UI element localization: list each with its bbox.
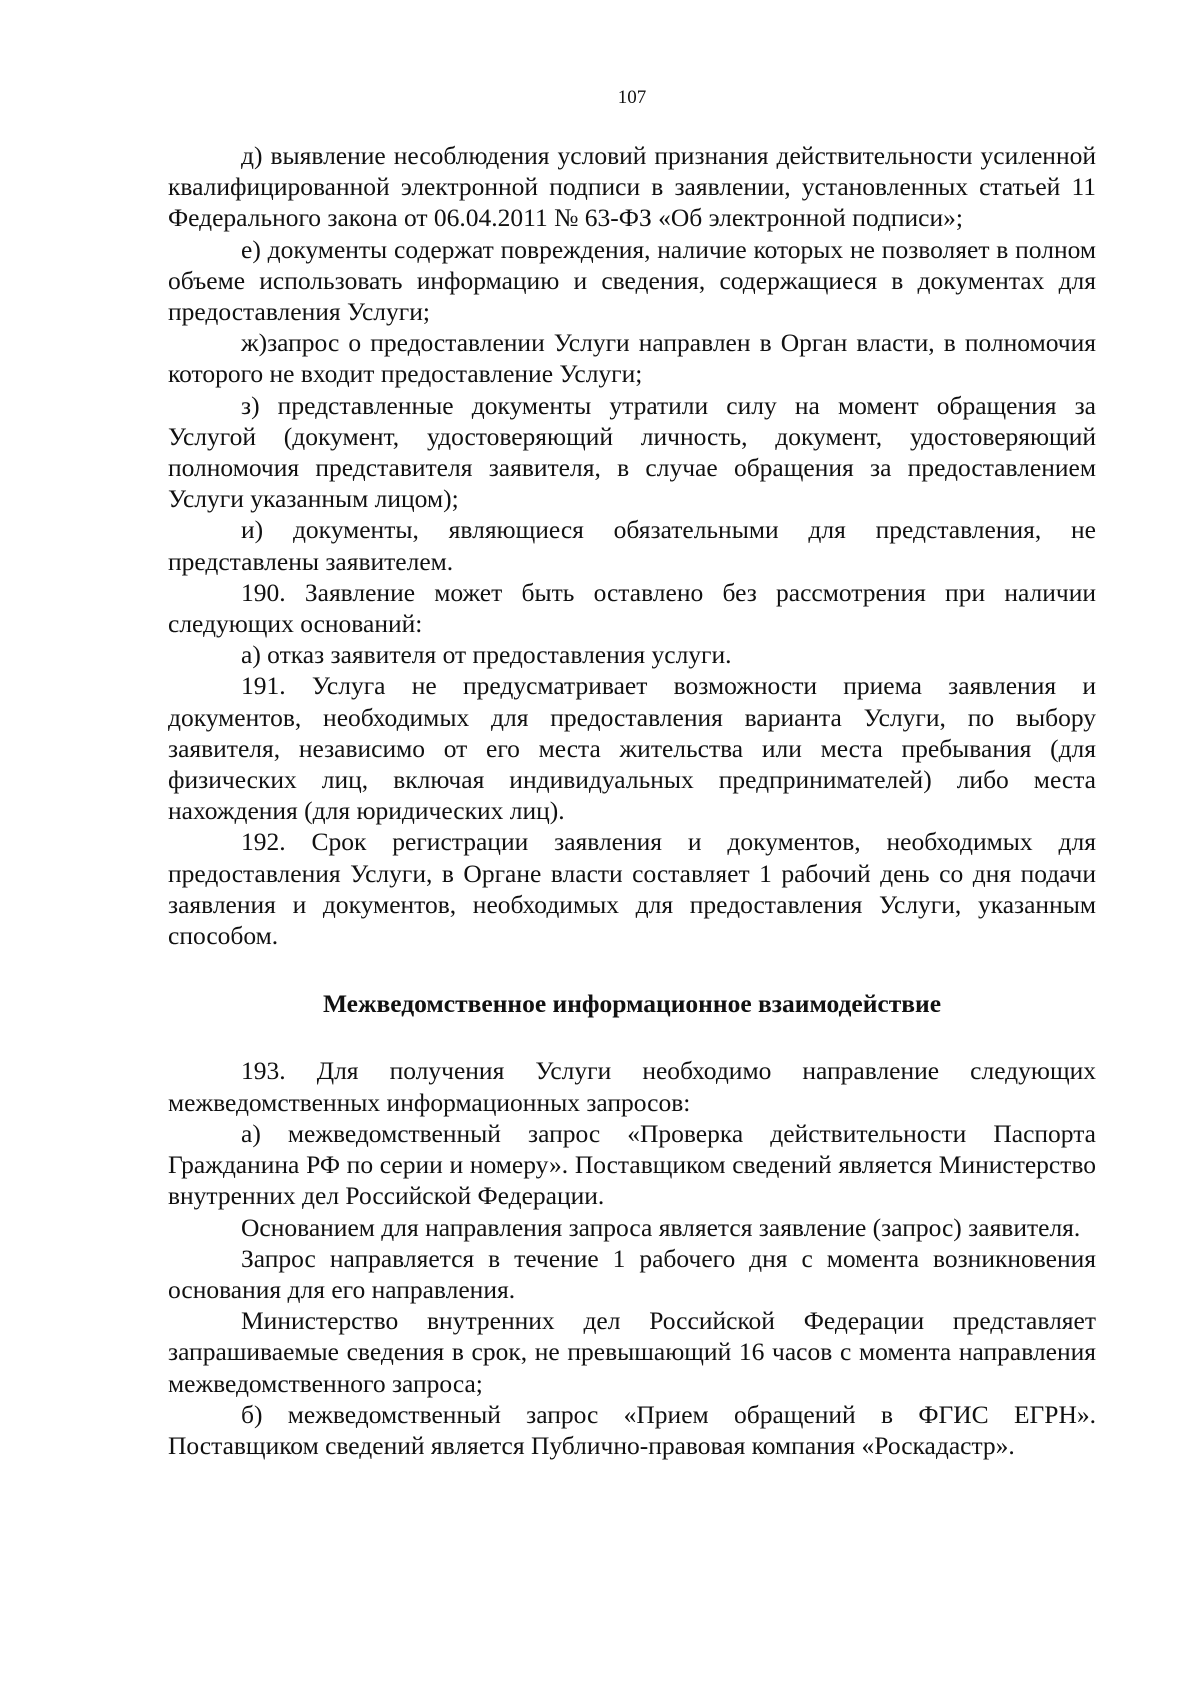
paragraph-191: 191. Услуга не предусматривает возможности приема заявления и документов, необходимых для предоставления варианта Услуги, по выбору заявителя, независимо от его места жительства или места пребывания (для физических лиц, включая индивидуальных предпринимателей) либо места нахождения (для юридических лиц).: [168, 671, 1096, 826]
paragraph-193-item-b: б) межведомственный запрос «Прием обращений в ФГИС ЕГРН». Поставщиком сведений является Публично-правовая компания «Роскадастр».: [168, 1399, 1096, 1460]
paragraph-item-i: и) документы, являющиеся обязательными для представления, не представлены заявителем.: [168, 515, 1096, 576]
paragraph-basis: Основанием для направления запроса является заявление (запрос) заявителя.: [241, 1212, 1081, 1242]
page-number: 107: [617, 87, 647, 108]
paragraph-item-d: д) выявление несоблюдения условий признания действительности усиленной квалифицированной электронной подписи в заявлении, установленных статьей 11 Федерального закона от 06.04.2011 № 63-ФЗ «Об электронной подписи»;: [168, 141, 1096, 233]
document-page: [168, 86, 1096, 1461]
paragraph-item-e: е) документы содержат повреждения, наличие которых не позволяет в полном объеме использовать информацию и сведения, содержащиеся в документах для предоставления Услуги;: [168, 234, 1096, 327]
section-heading: Межведомственное информационное взаимодействие: [322, 989, 942, 1019]
paragraph-193-item-a: а) межведомственный запрос «Проверка действительности Паспорта Гражданина РФ по серии и номеру». Поставщиком сведений является Министерство внутренних дел Российской Федерации.: [168, 1118, 1096, 1211]
paragraph-request-timing: Запрос направляется в течение 1 рабочего дня с момента возникновения основания для его направления.: [168, 1243, 1096, 1304]
paragraph-item-zh: ж)запрос о предоставлении Услуги направлен в Орган власти, в полномочия которого не входит предоставление Услуги;: [168, 328, 1096, 389]
paragraph-190: 190. Заявление может быть оставлено без рассмотрения при наличии следующих оснований:: [168, 577, 1096, 639]
paragraph-item-z: з) представленные документы утратили силу на момент обращения за Услугой (документ, удостоверяющий личность, документ, удостоверяющий полномочия представителя заявителя, в случае обращения за предоставлением Услуги указанным лицом);: [168, 390, 1096, 514]
paragraph-190-item-a: а) отказ заявителя от предоставления услуги.: [241, 640, 732, 670]
paragraph-192: 192. Срок регистрации заявления и документов, необходимых для предоставления Услуги, в Органе власти составляет 1 рабочий день со дня подачи заявления и документов, необходимых для предоставления Услуги, указанным способом.: [168, 827, 1096, 951]
paragraph-193: 193. Для получения Услуги необходимо направление следующих межведомственных информационных запросов:: [168, 1056, 1096, 1117]
paragraph-ministry-response: Министерство внутренних дел Российской Федерации представляет запрашиваемые сведения в срок, не превышающий 16 часов с момента направления межведомственного запроса;: [168, 1306, 1096, 1398]
